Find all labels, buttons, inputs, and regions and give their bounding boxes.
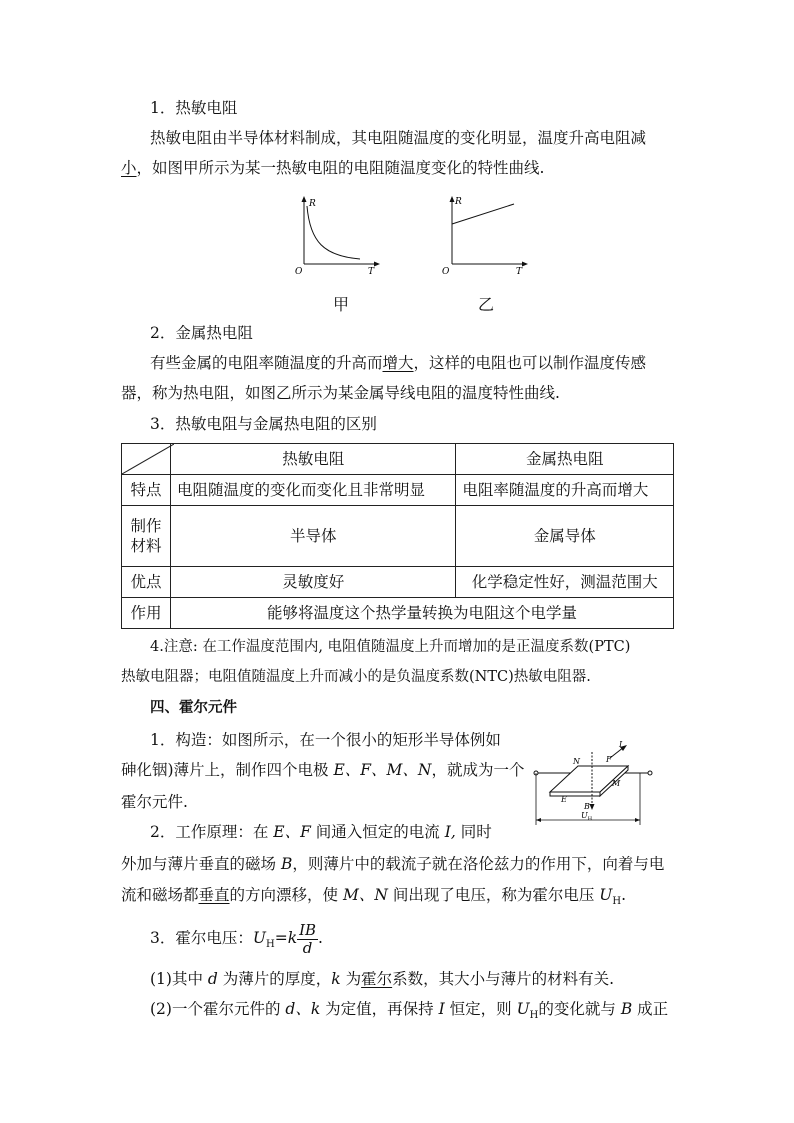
hall-construction-line3: 霍尔元件. [121, 793, 188, 811]
table-cell: 金属导体 [456, 506, 674, 567]
heading-hall-element: 四、霍尔元件 [150, 699, 237, 716]
text-span: I, [444, 823, 456, 841]
u-subscript: H [587, 816, 593, 822]
u-letter: U [581, 811, 588, 820]
formula-fraction [297, 922, 318, 957]
axis-label-t: T [368, 267, 375, 277]
text-span: 2．工作原理：在 [150, 823, 274, 841]
text-span: 流和磁场都 [121, 886, 199, 904]
fraction-denominator: d [302, 938, 313, 957]
text-span: d [207, 970, 218, 988]
table-cell: 电阻率随温度的升高而增大 [456, 475, 674, 506]
text-span: 成正 [632, 1000, 669, 1018]
hall-construction-line2 [121, 760, 525, 780]
text-span: E、F [273, 823, 311, 841]
text-span: 有些金属的电阻率随温度的升高而 [150, 354, 383, 372]
text-span: ，就成为一个 [431, 761, 525, 779]
thermistor-paragraph-line2 [121, 158, 544, 178]
graph-jia [292, 194, 382, 278]
table-cell: 电阻随温度的变化而变化且非常明显 [171, 475, 456, 506]
text-span: 为薄片的厚度， [217, 970, 332, 988]
hall-construction-line1: 1．构造：如图所示，在一个很小的矩形半导体例如 [150, 731, 501, 749]
table-cell: 灵敏度好 [171, 567, 456, 598]
text-span: 的方向漂移，使 [229, 886, 343, 904]
text-span: = [274, 929, 288, 947]
heading-metal-resistor: 2．金属热电阻 [150, 324, 253, 342]
row-label-line2: 材料 [130, 537, 162, 555]
text-span: U [516, 1000, 530, 1018]
table-cell: 半导体 [171, 506, 456, 567]
table-cell-merged: 能够将温度这个热学量转换为电阻这个电学量 [171, 598, 674, 629]
electrode-names: E、F、M、N [333, 761, 432, 779]
diagonal-line [122, 444, 174, 474]
fraction-numerator: IB [299, 920, 317, 939]
axis-origin: O [295, 267, 303, 277]
thermistor-paragraph-line1: 热敏电阻由半导体材料制成，其电阻随温度的变化明显，温度升高电阻减 [150, 129, 647, 147]
text-span: U [599, 886, 613, 904]
text-span: U [252, 929, 266, 947]
note-line2: 热敏电阻器；电阻值随温度上升而减小的是负温度系数(NTC)热敏电阻器. [121, 669, 591, 685]
hall-principle-line1 [150, 822, 492, 842]
diagonal-header-cell [122, 444, 171, 475]
table-row [122, 598, 674, 629]
axis-origin: O [442, 267, 450, 277]
text-span: 为定值，再保持 [320, 1000, 439, 1018]
text-span: I [438, 1000, 445, 1018]
caption-jia: 甲 [333, 295, 350, 314]
graph-yi [440, 194, 530, 278]
hall-element-diagram [528, 740, 658, 830]
electrode-e-label: E [561, 795, 567, 804]
underlined-word: 垂直 [198, 886, 230, 904]
hall-principle-line2 [121, 854, 664, 874]
electrode-f-label: F [606, 755, 612, 764]
metal-paragraph-line2: 器，称为热电阻，如图乙所示为某金属导线电阻的温度特性曲线. [121, 384, 560, 402]
hall-principle-line3 [121, 885, 626, 912]
text-span: 同时 [455, 823, 492, 841]
subscript: H [529, 1010, 539, 1022]
text-span: 的变化就与 [538, 1000, 621, 1018]
header-thermistor: 热敏电阻 [171, 444, 456, 475]
electrode-m-label: M [612, 779, 621, 788]
text-span: ，如图甲所示为某一热敏电阻的电阻随温度变化的特性曲线. [136, 159, 545, 177]
underlined-word: 增大 [382, 354, 414, 372]
text-span: 恒定，则 [444, 1000, 517, 1018]
text-span: k [331, 970, 341, 988]
hall-note-line1 [150, 969, 614, 989]
heading-thermistor: 1．热敏电阻 [150, 99, 238, 117]
hall-voltage-formula-line [150, 920, 323, 963]
text-span: k [287, 929, 298, 947]
text-span: (2)一个霍尔元件的 [150, 1000, 286, 1018]
table-header-row [122, 444, 674, 475]
text-span: (1)其中 [150, 970, 208, 988]
axis-label-r: R [309, 199, 316, 209]
text-span: . [318, 929, 323, 947]
table-row [122, 506, 674, 567]
text-span: . [621, 886, 627, 904]
comparison-table [121, 443, 674, 629]
text-span: 为 [340, 970, 362, 988]
underlined-word: 小 [121, 159, 137, 177]
axis-label-r: R [455, 197, 462, 207]
row-label: 优点 [122, 567, 171, 598]
header-metal-resistor: 金属热电阻 [456, 444, 674, 475]
text-span: d、k [285, 1000, 321, 1018]
axis-label-t: T [516, 267, 523, 277]
metal-paragraph-line1 [150, 353, 646, 373]
row-label: 作用 [122, 598, 171, 629]
text-span: 外加与薄片垂直的磁场 [121, 855, 281, 873]
text-span: 砷化铟)薄片上，制作四个电极 [121, 761, 334, 779]
text-span: B [620, 1000, 633, 1018]
table-cell: 化学稳定性好，测温范围大 [456, 567, 674, 598]
table-row [122, 567, 674, 598]
caption-yi: 乙 [478, 295, 495, 314]
electrode-n-label: N [573, 757, 580, 766]
text-span: M、N [342, 886, 388, 904]
text-span: 间出现了电压，称为霍尔电压 [387, 886, 600, 904]
text-span: B [280, 855, 293, 873]
current-label: I [619, 740, 623, 749]
subscript: H [265, 939, 275, 951]
text-span: 间通入恒定的电流 [310, 823, 445, 841]
row-label [122, 506, 171, 567]
text-span: ，这样的电阻也可以制作温度传感 [413, 354, 647, 372]
heading-comparison: 3．热敏电阻与金属热电阻的区别 [150, 415, 377, 433]
subscript: H [612, 896, 622, 908]
hall-note-line2 [150, 999, 668, 1026]
magnetic-field-label: B [584, 802, 590, 811]
note-line1: 4.注意: 在工作温度范围内, 电阻值随温度上升而增加的是正温度系数(PTC) [150, 639, 631, 655]
table-row [122, 475, 674, 506]
text-span: 3．霍尔电压： [150, 929, 253, 947]
row-label-line1: 制作 [130, 517, 162, 535]
underlined-word: 霍尔 [361, 970, 393, 988]
text-span: 系数，其大小与薄片的材料有关. [392, 970, 615, 988]
text-span: ，则薄片中的载流子就在洛伦兹力的作用下，向着与电 [292, 855, 665, 873]
row-label: 特点 [122, 475, 171, 506]
